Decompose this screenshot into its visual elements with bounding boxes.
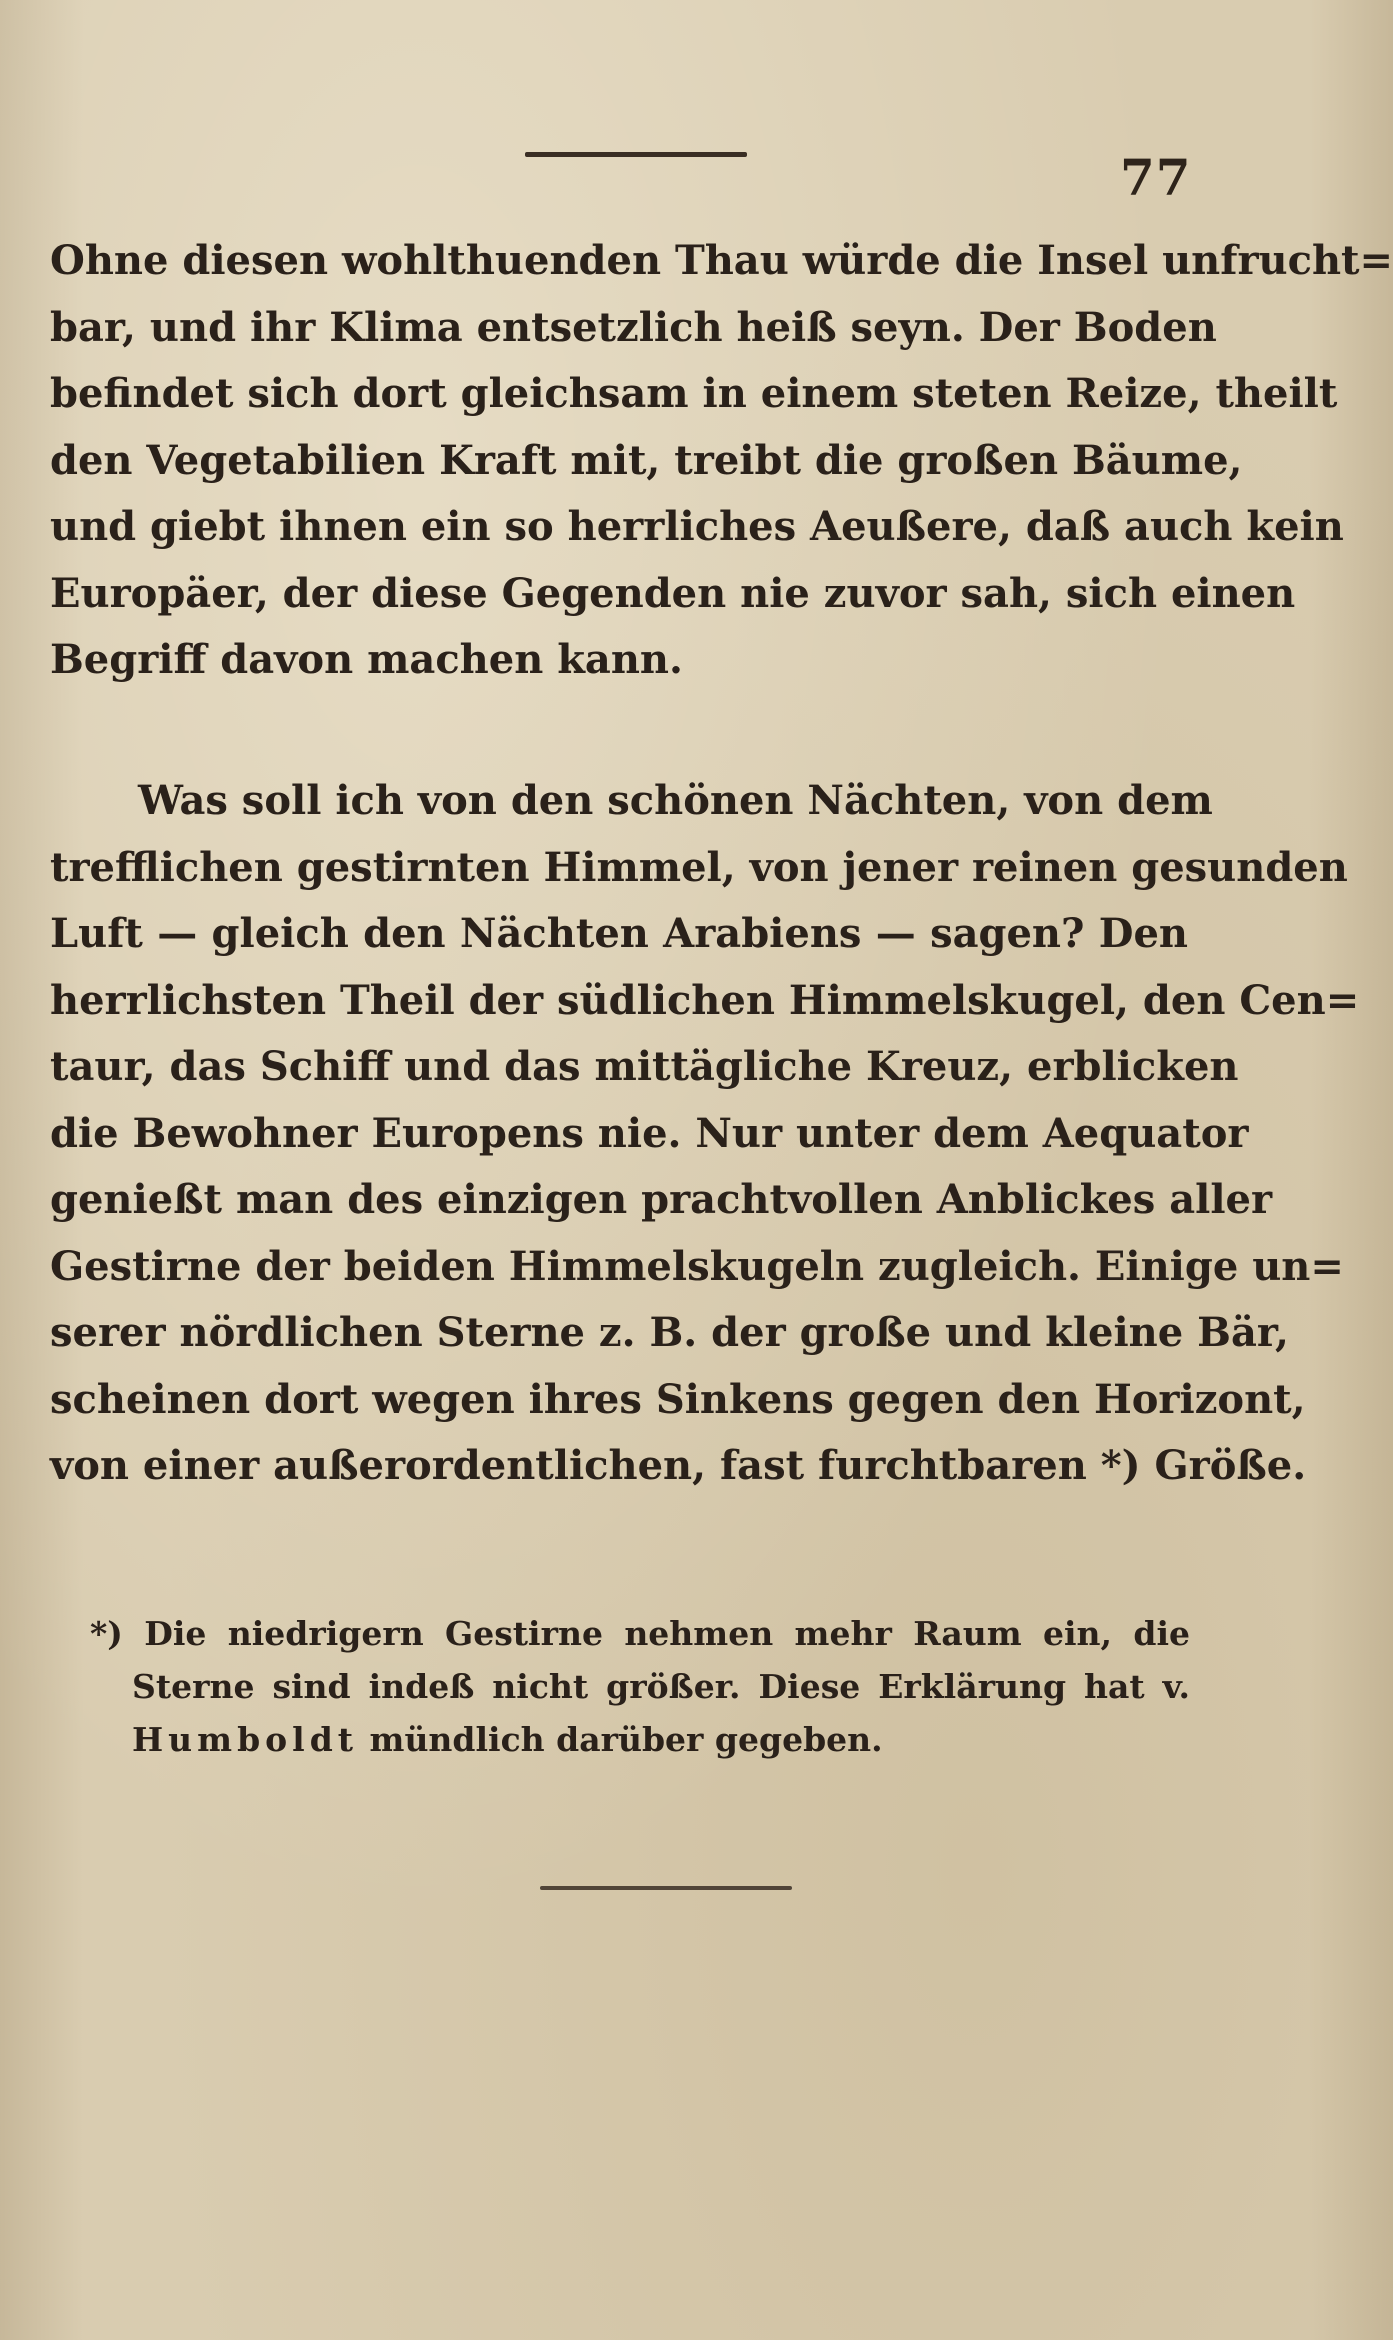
text-line: Luft — gleich den Nächten Arabiens — sagen? Den xyxy=(50,910,1188,957)
page-number: 77 xyxy=(1120,148,1192,207)
text-line: Gestirne der beiden Himmelskugeln zugleich. Einige un= xyxy=(50,1242,1344,1290)
text-line: die Bewohner Europens nie. Nur unter dem Aequator xyxy=(50,1109,1249,1157)
footnote-text: Die niedrigern Gestirne nehmen mehr Raum ein, die xyxy=(144,1614,1190,1653)
footnote xyxy=(90,1607,1190,1766)
text-line: Ohne diesen wohlthuenden Thau würde die Insel unfrucht= xyxy=(50,237,1393,284)
text-line: taur, das Schiff und das mittägliche Kreuz, erblicken xyxy=(50,1043,1239,1090)
text-line: Europäer, der diese Gegenden nie zuvor sah, sich einen xyxy=(50,569,1296,617)
end-rule xyxy=(540,1886,792,1890)
paragraph-2 xyxy=(50,768,1360,1500)
text-line: und giebt ihnen ein so herrliches Aeußere, daß auch kein xyxy=(50,503,1344,550)
footnote-text: mündlich darüber gegeben. xyxy=(358,1720,883,1759)
text-line: von einer außerordentlichen, fast furchtbaren *) Größe. xyxy=(50,1442,1307,1489)
text-line: trefflichen gestirnten Himmel, von jener reinen gesunden xyxy=(50,843,1348,891)
text-line: bar, und ihr Klima entsetzlich heiß seyn. Der Boden xyxy=(50,303,1217,351)
text-line: den Vegetabilien Kraft mit, treibt die großen Bäume, xyxy=(50,436,1243,484)
footnote-marker: *) xyxy=(90,1614,123,1653)
text-line: befindet sich dort gleichsam in einem steten Reize, theilt xyxy=(50,370,1338,417)
paragraph-1 xyxy=(50,228,1393,694)
text-line: scheinen dort wegen ihres Sinkens gegen den Horizont, xyxy=(50,1375,1306,1423)
text-line: serer nördlichen Sterne z. B. der große und kleine Bär, xyxy=(50,1309,1289,1356)
text-line: Begriff davon machen kann. xyxy=(50,636,683,683)
text-line: herrlichsten Theil der südlichen Himmelskugel, den Cen= xyxy=(50,976,1360,1024)
footnote-line xyxy=(90,1607,1190,1660)
text-line: Was soll ich von den schönen Nächten, von dem xyxy=(138,777,1213,824)
header-rule xyxy=(525,152,747,157)
footnote-line xyxy=(90,1713,1190,1766)
footnote-author-name: Humboldt xyxy=(132,1720,359,1759)
footnote-line: Sterne sind indeß nicht größer. Diese Erklärung hat v. xyxy=(132,1667,1190,1706)
text-line: genießt man des einzigen prachtvollen Anblickes aller xyxy=(50,1176,1273,1223)
